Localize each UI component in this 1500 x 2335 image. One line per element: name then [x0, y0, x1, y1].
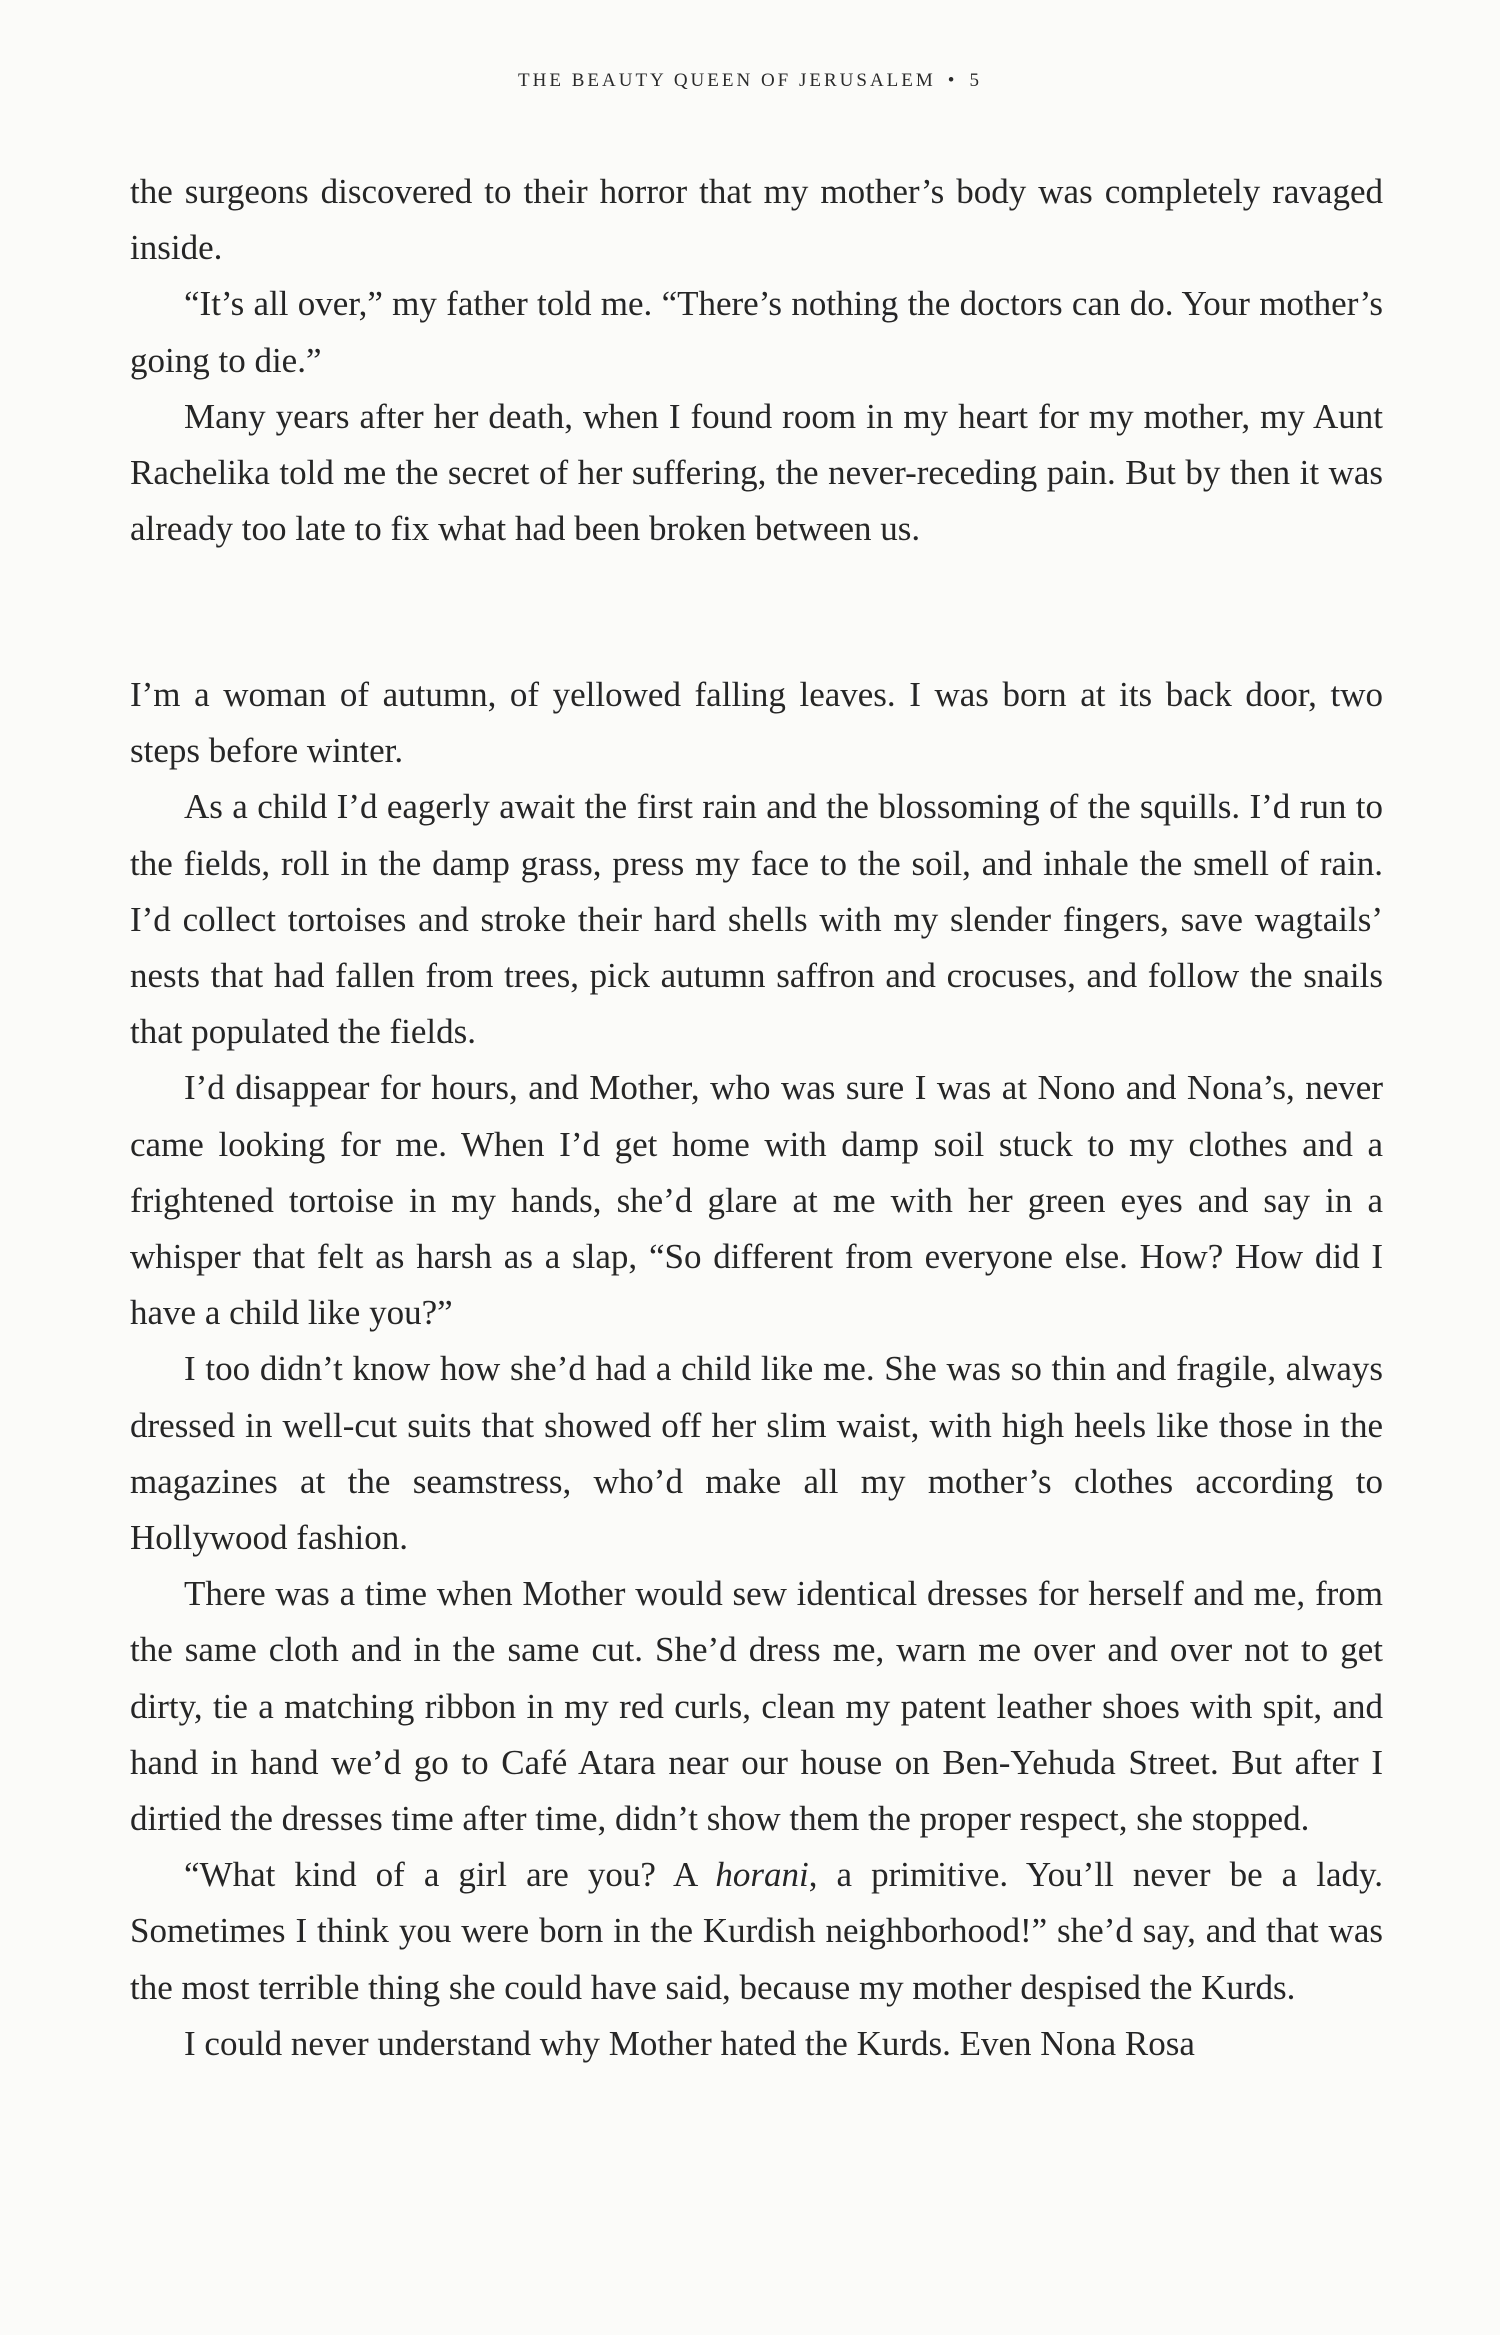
page-number: 5: [969, 70, 982, 91]
paragraph: “It’s all over,” my father told me. “There’s nothing the doctors can do. Your mother’s going to die.”: [130, 284, 1383, 380]
paragraph: As a child I’d eagerly await the first rain and the blossoming of the squills. I’d run to the fields, roll in the damp grass, press my face to the soil, and inhale the smell of rain. I’d collect tortoises and stroke their hard shells with my slender fingers, save wagtails’ nests that had fallen from trees, pick autumn saffron and crocuses, and follow the snails that populated the fields.: [130, 787, 1383, 1052]
paragraph: I too didn’t know how she’d had a child like me. She was so thin and fragile, always dressed in well-cut suits that showed off her slim waist, with high heels like those in the magazines at the seamstress, who’d make all my mother’s clothes according to Hollywood fashion.: [130, 1349, 1383, 1558]
paragraph: Many years after her death, when I found room in my heart for my mother, my Aunt Rachelika told me the secret of her suffering, the never-receding pain. But by then it was already too late to fix what had been broken between us.: [130, 396, 1383, 549]
paragraph-text: , a primitive. You’ll never be a lady. Sometimes I think you were born in the Kurdish neighborhood!” she’d say, and that was the most terrible thing she could have said, because my mother despised the Kurds.: [130, 1855, 1383, 2007]
paragraph: the surgeons discovered to their horror that my mother’s body was completely ravaged inside.: [130, 172, 1383, 268]
running-head: [0, 70, 1500, 92]
paragraph: I’m a woman of autumn, of yellowed falling leaves. I was born at its back door, two steps before winter.: [130, 675, 1383, 771]
paragraph: There was a time when Mother would sew identical dresses for herself and me, from the same cloth and in the same cut. She’d dress me, warn me over and over not to get dirty, tie a matching ribbon in my red curls, clean my patent leather shoes with spit, and hand in hand we’d go to Café Atara near our house on Ben-Yehuda Street. But after I dirtied the dresses time after time, didn’t show them the proper respect, she stopped.: [130, 1574, 1383, 1839]
book-title: THE BEAUTY QUEEN OF JERUSALEM: [518, 70, 936, 91]
paragraph-text: “What kind of a girl are you? A: [184, 1855, 716, 1895]
paragraph: I’d disappear for hours, and Mother, who was sure I was at Nono and Nona’s, never came looking for me. When I’d get home with damp soil stuck to my clothes and a frightened tortoise in my hands, she’d glare at me with her green eyes and say in a whisper that felt as harsh as a slap, “So different from everyone else. How? How did I have a child like you?”: [130, 1068, 1383, 1333]
header-separator: •: [947, 70, 958, 91]
section-one: [130, 164, 1383, 557]
paragraph: [130, 1847, 1383, 2016]
section-two: [130, 667, 1383, 2072]
italic-term: horani: [715, 1855, 809, 1895]
paragraph: I could never understand why Mother hated the Kurds. Even Nona Rosa: [184, 2023, 1195, 2063]
